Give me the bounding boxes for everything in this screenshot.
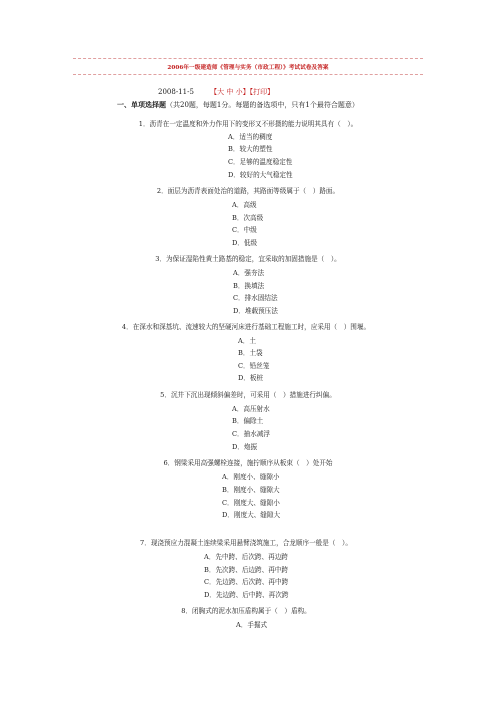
question-6-text: 6．钢梁采用高强螺栓连接，施拧顺序从板束（ ）处开始 xyxy=(163,459,333,467)
header-bottom-rule xyxy=(73,74,423,75)
question-8-text: 8．闭胸式的泥水加压盾构属于（ ）盾构。 xyxy=(181,607,311,615)
question-4-option-d: D．板桩 xyxy=(238,374,264,382)
question-2-option-d: D．低级 xyxy=(232,239,258,247)
bracket-close: 】 xyxy=(267,88,275,96)
question-7-option-d: D．先边跨、后中跨、再次跨 xyxy=(204,591,289,599)
question-5-text: 5．沉井下沉出现倾斜偏差时，可采用（ ）措施进行纠偏。 xyxy=(160,391,336,399)
question-7-option-a: A．先中跨、后次跨、再边跨 xyxy=(204,553,288,561)
header-top-rule xyxy=(73,58,423,59)
question-4-option-b: B．土袋 xyxy=(238,349,263,357)
question-3-option-d: D．堆载预压法 xyxy=(233,307,278,315)
question-4-option-c: C．铅丝笼 xyxy=(238,362,270,370)
section-heading xyxy=(117,100,359,110)
question-3-option-b: B．换填法 xyxy=(233,282,265,290)
question-6-option-b: B．刚度小、缝隙大 xyxy=(222,486,280,494)
bracket-mid: 】【 xyxy=(242,88,254,96)
font-medium-link[interactable]: 中 xyxy=(226,88,234,96)
question-3-option-c: C．排水固结法 xyxy=(233,294,278,302)
question-1-option-b: B．较大的塑性 xyxy=(228,145,273,153)
question-2-option-c: C．中级 xyxy=(232,226,257,234)
question-5-option-c: C．抽水减浮 xyxy=(232,430,271,438)
bracket-open: 【 xyxy=(210,88,218,96)
print-link[interactable]: 打印 xyxy=(253,88,268,96)
question-2-text: 2．面层为沥青表面处治的道路，其路面等级属于（ ）路面。 xyxy=(156,187,340,195)
question-5-option-d: D．炮振 xyxy=(232,443,258,451)
section-title: 一、单项选择题 xyxy=(117,100,166,109)
question-4-option-a: A．土 xyxy=(238,337,256,345)
question-3-text: 3．为保证湿陷性黄土路基的稳定，宜采取的加固措施是（ ）。 xyxy=(155,255,341,263)
question-5-option-b: B．偏除土 xyxy=(232,417,264,425)
section-note: （共20题，每题1分。每题的备选项中，只有1个最符合题意） xyxy=(166,101,359,109)
question-5-option-a: A．高压射水 xyxy=(232,405,270,413)
question-1-option-c: C．足够的温度稳定性 xyxy=(228,158,293,166)
font-large-link[interactable]: 大 xyxy=(217,88,225,96)
question-6-option-c: C．刚度大、缝隙小 xyxy=(222,499,280,507)
article-meta xyxy=(158,87,274,97)
question-4-text: 4．在深水和深基坑、流速较大的坚硬河床进行基础工程施工时，应采用（ ）围堰。 xyxy=(121,323,371,331)
question-1-option-a: A．适当的稠度 xyxy=(228,133,273,141)
question-8-option-a: A．手掘式 xyxy=(236,621,268,629)
question-2-option-a: A．高级 xyxy=(232,201,257,209)
publish-date: 2008-11-5 xyxy=(158,88,194,96)
question-6-option-a: A．刚度小、缝隙小 xyxy=(222,473,280,481)
question-7-text: 7．现浇预应力混凝土连续梁采用悬臂浇筑施工，合龙顺序一般是（ ）。 xyxy=(140,539,352,547)
question-6-option-d: D．刚度大、缝隙大 xyxy=(222,511,281,519)
page-title: 2006年一级建造师《管理与实务（市政工程）》考试试卷及答案 xyxy=(167,65,329,71)
question-7-option-c: C．先边跨、后次跨、再中跨 xyxy=(204,578,289,586)
font-size-controls xyxy=(210,88,274,96)
font-small-link[interactable]: 小 xyxy=(235,88,243,96)
question-1-option-d: D．较好的大气稳定性 xyxy=(228,171,293,179)
question-7-option-b: B．先次跨、后边跨、再中跨 xyxy=(204,566,288,574)
question-3-option-a: A．强夯法 xyxy=(233,269,265,277)
question-2-option-b: B．次高级 xyxy=(232,214,264,222)
question-1-text: 1．沥青在一定温度和外力作用下的变形又不形摄的能力说明其具有（ ）。 xyxy=(138,120,358,128)
